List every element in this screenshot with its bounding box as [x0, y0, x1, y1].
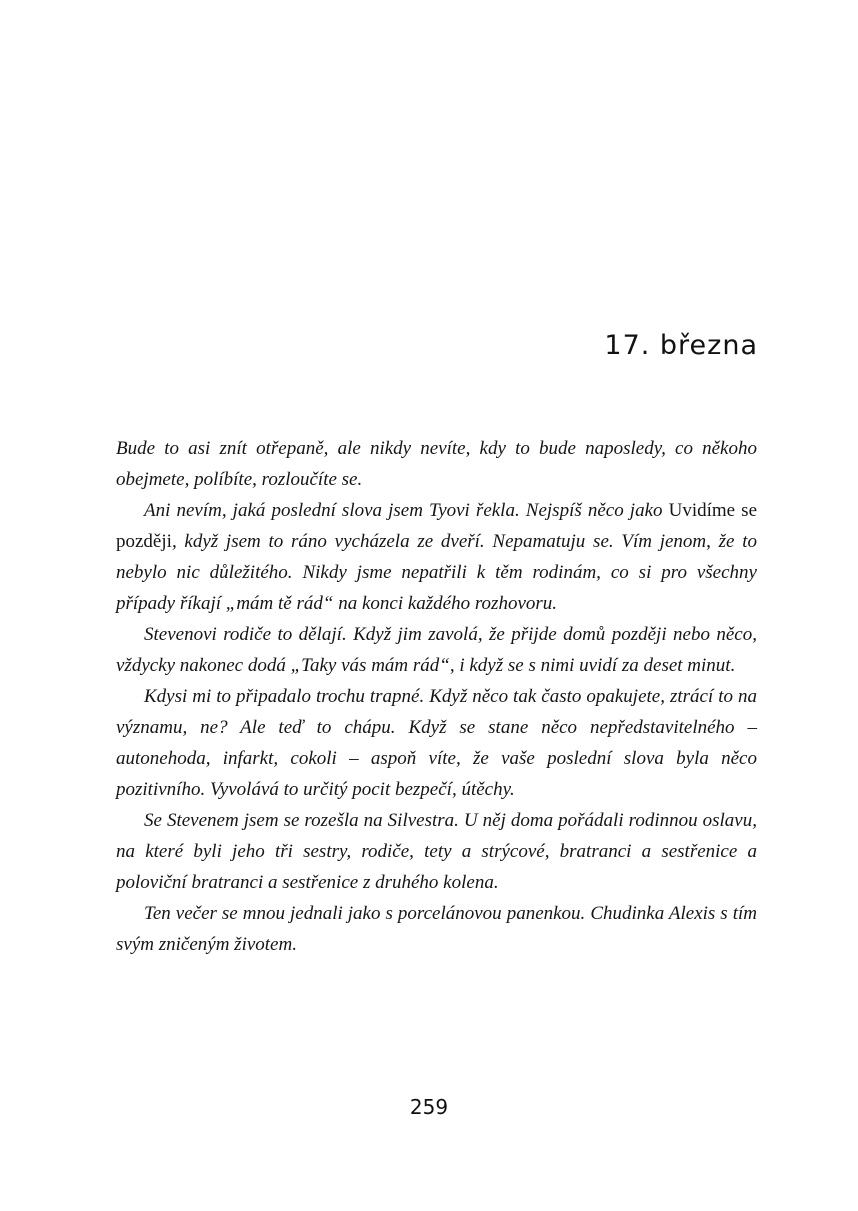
body-text [116, 433, 757, 960]
paragraph-3: Stevenovi rodiče to dělají. Když jim zavolá, že přijde domů později nebo něco, vždycky nakonec dodá „Taky vás mám rád“, i když se s nimi uvidí za deset minut. [116, 624, 757, 676]
page-number: 259 [409, 1095, 449, 1119]
paragraph-5: Se Stevenem jsem se rozešla na Silvestra. U něj doma pořádali rodinnou oslavu, na které byli jeho tři sestry, rodiče, tety a strýcové, bratranci a sestřenice a poloviční bratranci a sestřenice z druhého kolena. [116, 810, 757, 893]
paragraph-1: Bude to asi znít otřepaně, ale nikdy nevíte, kdy to bude naposledy, co někoho obejmete, políbíte, rozloučíte se. [116, 438, 757, 490]
paragraph-4: Kdysi mi to připadalo trochu trapné. Když něco tak často opakujete, ztrácí to na významu, ne? Ale teď to chápu. Když se stane něco nepředstavitelného – autonehoda, infarkt, cokoli – aspoň víte, že vaše poslední slova byla něco pozitivního. Vyvolává to určitý pocit bezpečí, útěchy. [116, 686, 757, 800]
paragraph-2 [116, 495, 757, 619]
paragraph-2-quoted-phrase: Uvidíme se později [116, 500, 757, 552]
paragraph-2-part-2: , když jsem to ráno vycházela ze dveří. Nepamatuju se. Vím jenom, že to nebylo nic důležitého. Nikdy jsme nepatřili k těm rodinám, co si pro všechny případy říkají „mám tě rád“ na konci každého rozhovoru. [116, 531, 757, 614]
paragraph-6: Ten večer se mnou jednali jako s porcelánovou panenkou. Chudinka Alexis s tím svým zničeným životem. [116, 903, 757, 955]
paragraph-2-part-1: Ani nevím, jaká poslední slova jsem Tyovi řekla. Nejspíš něco jako [144, 500, 669, 521]
chapter-heading: 17. března [604, 330, 758, 361]
